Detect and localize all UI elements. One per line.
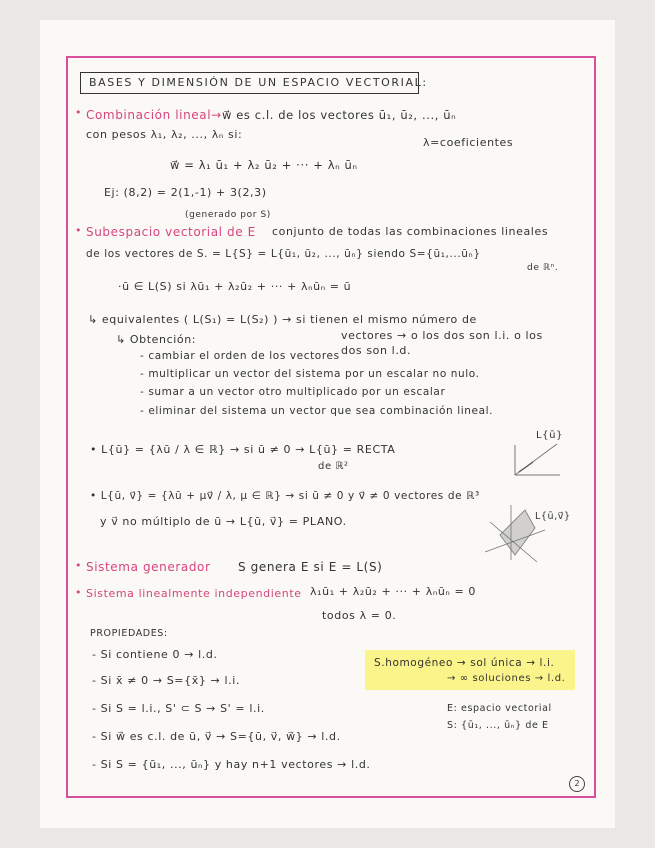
obtencion-item: - eliminar del sistema un vector que sea combinación lineal. bbox=[140, 405, 494, 417]
combinacion-line1: w⃗ es c.l. de los vectores ū₁, ū₂, ..., ūₙ bbox=[222, 108, 457, 122]
sistema-li-heading: Sistema linealmente independiente bbox=[86, 587, 302, 600]
obtencion-item: - cambiar el orden de los vectores bbox=[140, 350, 340, 362]
coeficientes-note: λ=coeficientes bbox=[423, 136, 514, 149]
combinacion-example: Ej: (8,2) = 2(1,-1) + 3(2,3) bbox=[104, 186, 267, 199]
subespacio-line1: conjunto de todas las combinaciones lineales bbox=[272, 225, 549, 238]
recta-sketch bbox=[505, 440, 565, 480]
highlight-box bbox=[365, 650, 575, 690]
combinacion-lineal-heading: Combinación lineal→ bbox=[86, 108, 222, 122]
equivalentes-line: ↳ equivalentes ( L(S₁) = L(S₂) ) → si tienen el mismo número de bbox=[88, 313, 477, 326]
pertenencia-line: ·ū ∈ L(S) si λū₁ + λ₂ū₂ + ··· + λₙūₙ = ū bbox=[118, 280, 352, 293]
recta-line2: de ℝ² bbox=[318, 461, 349, 472]
propiedad-item: - Si w⃗ es c.l. de ū, v⃗ → S={ū, v⃗, w⃗} → l.d. bbox=[92, 730, 341, 743]
combinacion-line2: con pesos λ₁, λ₂, ..., λₙ si: bbox=[86, 128, 243, 141]
plano-sketch bbox=[475, 500, 550, 568]
sistema-generador-text: S genera E si E = L(S) bbox=[238, 560, 383, 574]
sistema-li-text2: todos λ = 0. bbox=[322, 609, 397, 622]
combinacion-formula: w⃗ = λ₁ ū₁ + λ₂ ū₂ + ··· + λₙ ūₙ bbox=[170, 158, 358, 172]
recta-figure-label: L{ū} bbox=[536, 430, 564, 441]
bullet: • bbox=[75, 106, 83, 119]
propiedad-item: - Si contiene 0 → l.d. bbox=[92, 648, 218, 661]
page-title: BASES Y DIMENSIÓN DE UN ESPACIO VECTORIAL: bbox=[89, 76, 428, 89]
obtencion-label: ↳ Obtención: bbox=[116, 333, 197, 346]
recta-line: • L{ū} = {λū / λ ∈ ℝ} → si ū ≠ 0 → L{ū} = RECTA bbox=[90, 443, 396, 456]
sistema-generador-heading: Sistema generador bbox=[86, 560, 211, 574]
propiedades-title: PROPIEDADES: bbox=[90, 628, 168, 639]
propiedad-item: - Si S = l.i., S' ⊂ S → S' = l.i. bbox=[92, 702, 265, 715]
subespacio-line2: de los vectores de S. = L{S} = L{ū₁, ū₂, ..., ūₙ} siendo S={ū₁,...ūₙ} bbox=[86, 248, 481, 260]
subespacio-line3: de ℝⁿ. bbox=[527, 263, 559, 273]
equivalentes-line2: vectores → o los dos son l.i. o los bbox=[341, 329, 543, 342]
plano-figure-label: L{ū,v⃗} bbox=[535, 511, 571, 522]
obtencion-item: - sumar a un vector otro multiplicado por un escalar bbox=[140, 386, 446, 398]
page-number: 2 bbox=[569, 776, 585, 792]
sistema-li-text: λ₁ū₁ + λ₂ū₂ + ··· + λₙūₙ = 0 bbox=[310, 585, 476, 598]
propiedad-item: - Si x̄ ≠ 0 → S={x̄} → l.i. bbox=[92, 674, 240, 687]
note-sistema: S: {ū₁, ..., ūₙ} de E bbox=[447, 720, 549, 731]
plano-line: • L{ū, v⃗} = {λū + μv⃗ / λ, μ ∈ ℝ} → si ū ≠ 0 y v⃗ ≠ 0 vectores de ℝ³ bbox=[90, 490, 480, 502]
note-espacio-vectorial: E: espacio vectorial bbox=[447, 703, 552, 714]
bullet: • bbox=[75, 559, 83, 572]
generado-note: (generado por S) bbox=[185, 210, 271, 220]
subespacio-heading: Subespacio vectorial de E bbox=[86, 225, 256, 239]
obtencion-item: - multiplicar un vector del sistema por un escalar no nulo. bbox=[140, 368, 480, 380]
highlight-line1: S.homogéneo → sol única → l.i. bbox=[374, 657, 555, 669]
title-box bbox=[80, 72, 428, 94]
bullet: • bbox=[75, 224, 83, 237]
bullet: • bbox=[75, 586, 83, 599]
plano-line2: y v⃗ no múltiplo de ū → L{ū, v⃗} = PLANO. bbox=[100, 515, 347, 528]
equivalentes-line3: dos son l.d. bbox=[341, 344, 412, 357]
highlight-line2: → ∞ soluciones → l.d. bbox=[447, 673, 566, 684]
propiedad-item: - Si S = {ū₁, ..., ūₙ} y hay n+1 vectores → l.d. bbox=[92, 758, 371, 771]
